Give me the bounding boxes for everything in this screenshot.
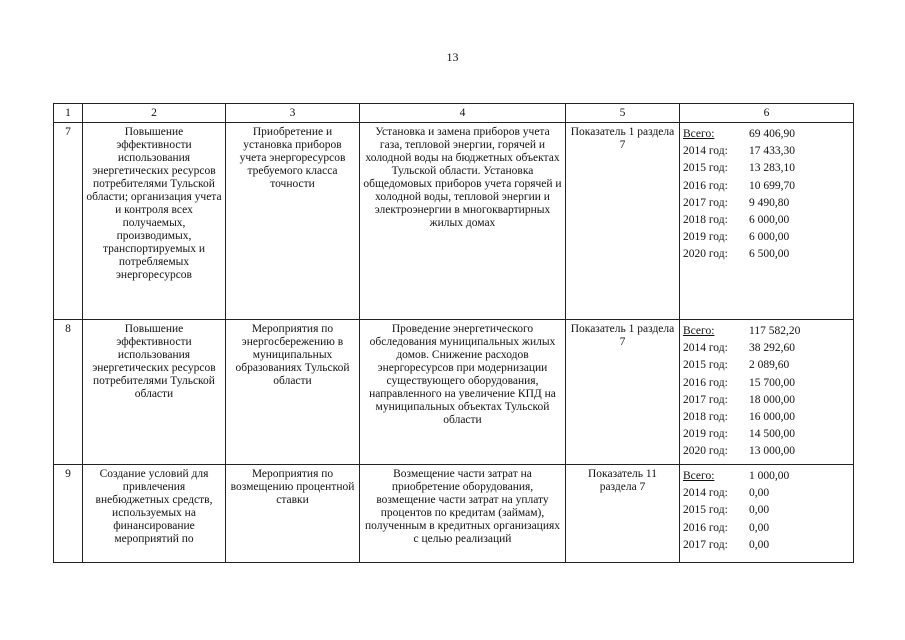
funding-value: 0,00: [749, 487, 770, 500]
funding-label: 2019 год:: [683, 231, 728, 244]
funding-row: [683, 357, 850, 374]
funding-label: Всего:: [683, 325, 715, 338]
header-cell-1: 1: [54, 104, 83, 123]
task-cell: Повышение эффективности использования энергетических ресурсов потребителями Тульской области; организация учета и контроля всех получаемых, производимых, транспортируемых и потребляемых энергоресурсов: [83, 123, 226, 320]
funding-cell: [680, 465, 854, 563]
funding-label: 2020 год:: [683, 248, 728, 261]
funding-label: 2018 год:: [683, 411, 728, 424]
description-cell: Возмещение части затрат на приобретение оборудования, возмещение части затрат на уплату процентов по кредитам (займам), полученным в кредитных организациях с целью реализаций: [360, 465, 566, 563]
indicator-cell: Показатель 1 раздела 7: [566, 320, 680, 465]
header-cell-3: 3: [226, 104, 360, 123]
funding-value: 9 490,80: [749, 196, 790, 209]
funding-label: 2015 год:: [683, 162, 728, 175]
funding-row: [683, 160, 850, 177]
funding-cell: [680, 123, 854, 320]
row-number: 9: [54, 465, 83, 563]
funding-row: [683, 485, 850, 502]
row-number: 8: [54, 320, 83, 465]
funding-value: 18 000,00: [749, 393, 795, 406]
funding-value: 6 500,00: [749, 248, 790, 261]
funding-value: 16 000,00: [749, 411, 795, 424]
funding-row: [683, 426, 850, 443]
funding-label: 2014 год:: [683, 342, 728, 355]
funding-row: [683, 212, 850, 229]
funding-value: 6 000,00: [749, 214, 790, 227]
funding-value: 15 700,00: [749, 376, 795, 389]
funding-row: [683, 246, 850, 263]
funding-row: [683, 126, 850, 143]
funding-value: 1 000,00: [749, 470, 790, 483]
funding-value: 2 089,60: [749, 359, 790, 372]
indicator-cell: Показатель 11 раздела 7: [566, 465, 680, 563]
funding-row: [683, 229, 850, 246]
event-cell: Мероприятия по возмещению процентной ставки: [226, 465, 360, 563]
header-cell-5: 5: [566, 104, 680, 123]
funding-label: 2016 год:: [683, 179, 728, 192]
event-cell: Приобретение и установка приборов учета энергоресурсов требуемого класса точности: [226, 123, 360, 320]
funding-label: 2018 год:: [683, 214, 728, 227]
funding-row: [683, 375, 850, 392]
table-row: [54, 123, 854, 320]
funding-value: 0,00: [749, 538, 770, 551]
funding-label: Всего:: [683, 470, 715, 483]
table-row: [54, 320, 854, 465]
task-cell: Создание условий для привлечения внебюджетных средств, используемых на финансирование мероприятий по: [83, 465, 226, 563]
funding-label: 2015 год:: [683, 504, 728, 517]
funding-label: 2017 год:: [683, 393, 728, 406]
page-number: 13: [446, 50, 459, 64]
funding-label: 2016 год:: [683, 376, 728, 389]
funding-label: 2017 год:: [683, 196, 728, 209]
funding-row: [683, 178, 850, 195]
row-number: 7: [54, 123, 83, 320]
funding-list: [683, 126, 850, 264]
task-cell: Повышение эффективности использования энергетических ресурсов потребителями Тульской области: [83, 320, 226, 465]
funding-row: [683, 443, 850, 460]
funding-row: [683, 323, 850, 340]
funding-label: 2019 год:: [683, 428, 728, 441]
funding-row: [683, 340, 850, 357]
header-row: [54, 104, 854, 123]
description-cell: Проведение энергетического обследования муниципальных жилых домов. Снижение расходов энергоресурсов при модернизации существующего оборудования, направленного на увеличение КПД на муниципальных объектах Тульской области: [360, 320, 566, 465]
header-cell-4: 4: [360, 104, 566, 123]
funding-list: [683, 323, 850, 461]
funding-value: 13 283,10: [749, 162, 795, 175]
funding-row: [683, 520, 850, 537]
funding-row: [683, 537, 850, 554]
table-row: [54, 465, 854, 563]
funding-row: [683, 502, 850, 519]
funding-row: [683, 143, 850, 160]
funding-label: 2014 год:: [683, 145, 728, 158]
indicator-cell: Показатель 1 раздела 7: [566, 123, 680, 320]
funding-label: 2017 год:: [683, 538, 728, 551]
description-cell: Установка и замена приборов учета газа, тепловой энергии, горячей и холодной воды на бюджетных объектах Тульской области. Установка общедомовых приборов учета горячей и холодной воды, тепловой энергии и электроэнергии в многоквартирных жилых домах: [360, 123, 566, 320]
funding-value: 13 000,00: [749, 445, 795, 458]
funding-value: 10 699,70: [749, 179, 795, 192]
funding-label: 2015 год:: [683, 359, 728, 372]
funding-value: 69 406,90: [749, 128, 795, 141]
funding-value: 117 582,20: [749, 325, 801, 338]
funding-value: 17 433,30: [749, 145, 795, 158]
funding-value: 14 500,00: [749, 428, 795, 441]
event-cell: Мероприятия по энергосбережению в муниципальных образованиях Тульской области: [226, 320, 360, 465]
header-cell-6: 6: [680, 104, 854, 123]
funding-label: 2020 год:: [683, 445, 728, 458]
funding-row: [683, 409, 850, 426]
funding-cell: [680, 320, 854, 465]
header-cell-2: 2: [83, 104, 226, 123]
funding-label: 2014 год:: [683, 487, 728, 500]
funding-label: 2016 год:: [683, 521, 728, 534]
funding-value: 6 000,00: [749, 231, 790, 244]
funding-row: [683, 392, 850, 409]
funding-label: Всего:: [683, 128, 715, 141]
funding-row: [683, 468, 850, 485]
funding-value: 38 292,60: [749, 342, 795, 355]
funding-value: 0,00: [749, 521, 770, 534]
funding-row: [683, 195, 850, 212]
funding-value: 0,00: [749, 504, 770, 517]
funding-list: [683, 468, 850, 554]
program-table: [53, 103, 854, 563]
